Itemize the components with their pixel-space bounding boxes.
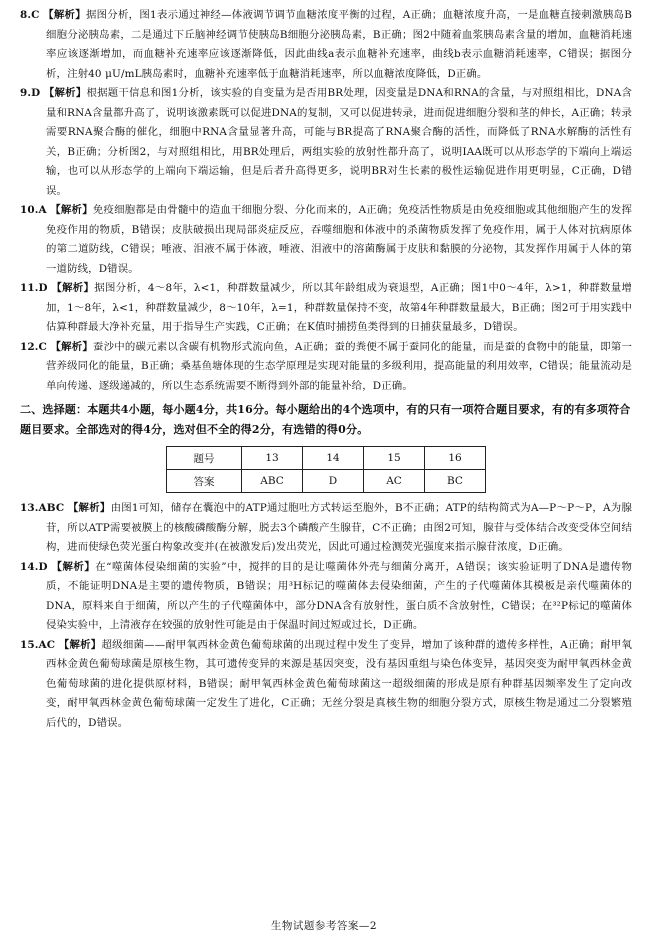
table-cell: 13 (242, 447, 303, 470)
analysis-tag: 【解析】 (67, 502, 111, 514)
question-number: 14. (20, 560, 39, 573)
analysis-tag: 【解析】 (50, 204, 93, 216)
analysis-text: 超级细菌——耐甲氧西林金黄色葡萄球菌的出现过程中发生了变异，增加了该种群的遗传多样性，A正确；耐甲氧西林金黄色葡萄球菌是原核生物，其可遗传变异的来源是基因突变，没有基因重组与染色体变异，基因突变为耐甲氧西林金黄色葡萄球菌的进化提供原材料，B错误；耐甲氧西林金黄色葡萄球菌这一超级细菌的形成是原有种群基因频率发生了定向改变，耐甲氧西林金黄色葡萄球菌一定发生了进化，C正确；无丝分裂是真核生物的细胞分裂方式，原核生物是通过二分裂繁殖后代的，D错误。 (46, 638, 633, 729)
analysis-tag: 【解析】 (43, 87, 87, 99)
answer-item-14 (20, 558, 632, 636)
table-row (167, 447, 486, 470)
question-number: 9. (20, 87, 32, 99)
analysis-text: 由图1可知，储存在囊泡中的ATP通过胞吐方式转运至胞外，B不正确；ATP的结构简式为A—P～P～P，A为腺苷，所以ATP需要被膜上的核酸磷酸酶分解，脱去3个磷酸产生腺苷，C不正确；由图2可知，腺苷与受体结合改变受体空间结构，进而使绿色荧光蛋白构象改变并(在被激发后)发出荧光，因此可通过检测荧光强度来指示腺苷浓度，D正确。 (46, 502, 632, 553)
analysis-text: 蚕沙中的碳元素以含碳有机物形式流向鱼，A正确；蚕的粪便不属于蚕同化的能量，而是蚕的食物中的能量，即第一营养级同化的能量，B正确；桑基鱼塘体现的生态学原理是实现对能量的多级利用，提高能量的利用效率，C错误；能量流动是单向传递、逐级递减的，所以生态系统需要不断得到外部的能量补给，D正确。 (46, 340, 632, 392)
analysis-text: 免疫细胞都是由骨髓中的造血干细胞分裂、分化而来的，A正确；免疫活性物质是由免疫细胞或其他细胞产生的发挥免疫作用的物质，B错误；皮肤破损出现局部炎症反应，吞噬细胞和体液中的杀菌物质发挥了免疫作用，属于人体对抗病原体的第二道防线，C错误；唾液、泪液不属于体液，唾液、泪液中的溶菌酶属于皮肤和黏膜的分泌物，其发挥作用属于人体的第一道防线，D错误。 (46, 204, 632, 275)
question-answer: ABC (38, 502, 65, 514)
question-answer: C (38, 340, 47, 353)
analysis-tag: 【解析】 (43, 9, 86, 21)
analysis-text: 在“噬菌体侵染细菌的实验”中，搅拌的目的是让噬菌体外壳与细菌分离开，A错误；该实验证明了DNA是遗传物质，不能证明DNA是主要的遗传物质，B错误；用³H标记的噬菌体去侵染细菌，产生的子代噬菌体其模板是亲代噬菌体的DNA，原料来自于细菌，所以产生的子代噬菌体中，部分DNA含有放射性，蛋白质不含放射性，C错误；在³²P标记的噬菌体侵染实验中，上清液存在较强的放射性可能是由于保温时间过短或过长，D正确。 (46, 560, 632, 631)
answer-item-15 (20, 636, 632, 734)
analysis-text: 据图分析，图1表示通过神经—体液调节调节血糖浓度平衡的过程，A正确；血糖浓度升高，一是血糖直接刺激胰岛B细胞分泌胰岛素，二是通过下丘脑神经调节使胰岛B细胞分泌胰岛素，B正确；图2中随着血浆胰岛素含量的增加，血糖消耗速率应该逐渐增加，而血糖补充速率应该逐渐降低，因此曲线a表示血糖补充速率，曲线b表示血糖消耗速率，C错误；据图分析，注射40 μU/mL胰岛素时，血糖补充速率低于血糖消耗速率，所以血糖浓度降低，D正确。 (46, 9, 633, 80)
question-answer: D (38, 560, 48, 573)
question-answer: D (38, 282, 48, 294)
analysis-tag: 【解析】 (58, 638, 102, 651)
answer-item-9 (20, 84, 632, 201)
section-heading: 二、选择题：本题共4小题，每小题4分，共16分。每小题给出的4个选项中，有的只有一项符合题目要求，有的有多项符合题目要求。全部选对的得4分，选对但不全的得2分，有选错的得0分。 (20, 403, 631, 436)
answer-item-12 (20, 338, 632, 397)
question-answer: AC (38, 638, 56, 651)
page-footer: 生物试题参考答案—2 (270, 920, 378, 932)
analysis-text: 根据题干信息和图1分析，该实验的自变量为是否用BR处理，因变量是DNA和RNA的含量，与对照组相比，DNA含量和RNA含量都升高了，说明该激素既可以促进DNA的复制，又可以促进转录，进而促进细胞分裂和茎的伸长，A正确；转录需要RNA聚合酶的催化，细胞中RNA含量显著升高，可能与BR提高了RNA聚合酶的活性，而降低了RNA水解酶的活性有关，B正确；分析图2，与对照组相比，用BR处理后，两组实验的放射性都升高了，说明IAA既可以从形态学的下端向上端运输，也可以从形态学的上端向下端运输，但是后者升高得更多，说明BR对生长素的极性运输促进作用更明显，C正确，D错误。 (46, 87, 633, 197)
question-number: 8. (20, 9, 32, 21)
question-number: 10. (20, 204, 39, 216)
table-cell: 16 (425, 447, 486, 470)
answer-item-10 (20, 201, 632, 279)
table-cell: ABC (242, 470, 303, 493)
table-cell: D (303, 470, 364, 493)
table-header-cell: 答案 (167, 470, 242, 493)
table-header-cell: 题号 (167, 447, 242, 470)
analysis-tag: 【解析】 (51, 560, 96, 573)
question-number: 11. (20, 282, 39, 294)
table-cell: AC (364, 470, 425, 493)
question-answer: D (31, 87, 41, 99)
table-cell: 14 (303, 447, 364, 470)
analysis-tag: 【解析】 (51, 282, 95, 294)
answer-item-11 (20, 279, 632, 338)
answer-item-8 (20, 6, 632, 84)
question-number: 12. (20, 340, 39, 353)
answer-page (20, 6, 632, 733)
question-number: 15. (20, 638, 39, 651)
answer-item-13 (20, 499, 632, 558)
question-answer: A (38, 204, 47, 216)
table-row (167, 470, 486, 493)
question-number: 13. (20, 502, 39, 514)
analysis-text: 据图分析，4～8年，λ<1，种群数量减少，所以其年龄组成为衰退型，A正确；图1中0～4年，λ>1，种群数量增加，1～8年，λ<1，种群数量减少，8～10年，λ=1，种群数量保持不变，故第4年种群数量最大，B正确；图2可于用实践中估算种群最大净补充量，用于指导生产实践，C正确；在K值时捕捞鱼类得到的日捕获量最多，D错误。 (46, 282, 632, 333)
table-cell: 15 (364, 447, 425, 470)
analysis-tag: 【解析】 (50, 340, 94, 353)
question-answer: C (31, 9, 40, 21)
table-cell: BC (425, 470, 486, 493)
answer-table (166, 446, 486, 493)
